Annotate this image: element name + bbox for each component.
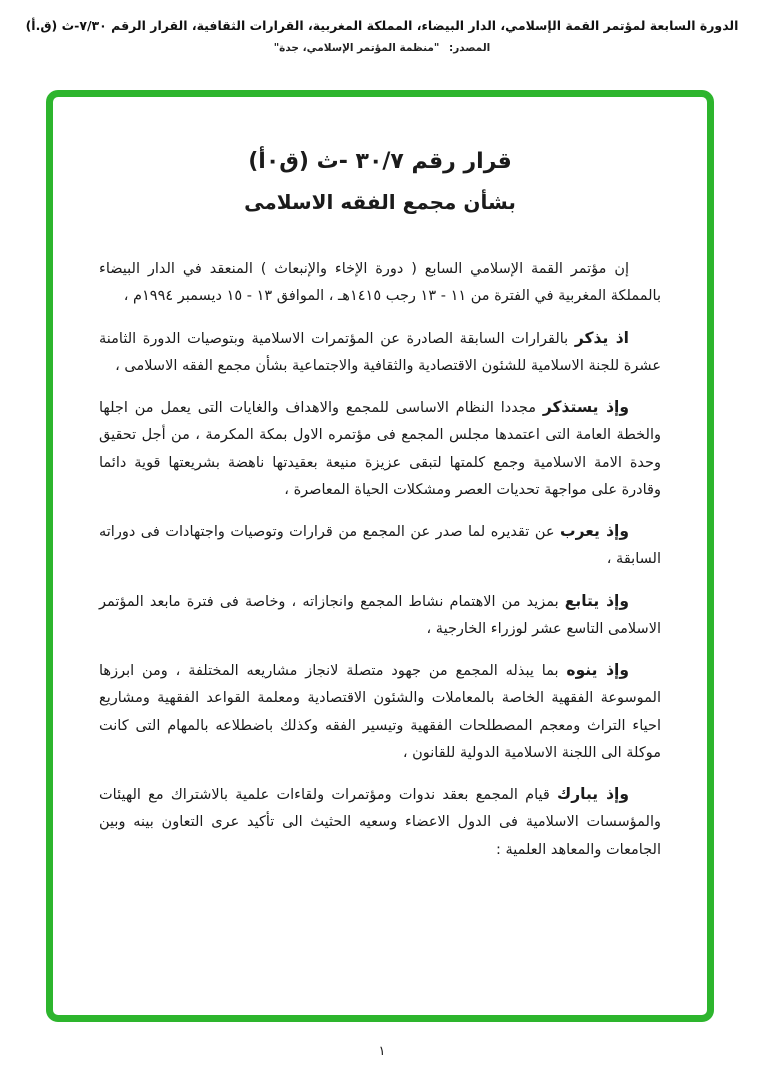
clause-paragraph — [99, 656, 661, 767]
clause-text: قيام المجمع بعقد ندوات ومؤتمرات ولقاءات علمية بالاشتراك مع الهيئات والمؤسسات الاسلامية فى الدول الاعضاء وسعيه الحثيث الى تأكيد عرى التعاون بينه وبين الجامعات والمعاهد العلمية : — [99, 787, 661, 858]
catalog-title-line: الدورة السابعة لمؤتمر القمة الإسلامي، الدار البيضاء، المملكة المغربية، القرارات الثقافية، القرار الرقم ٧/٣٠-ث (ق.أ) — [25, 18, 739, 33]
clause-lead: وإذ يتابع — [564, 591, 629, 610]
resolution-title-line-2: بشأن مجمع الفقه الاسلامى — [244, 190, 516, 214]
clause-text: مجددا النظام الاساسى للمجمع والاهداف والغايات التى يعمل من اجلها والخطة العامة التى اعتمدها مجلس المجمع فى مؤتمره الاول بمكة المكرمة ، من أجل تحقيق وحدة الامة الاسلامية وجمع كلمتها لتبقى عزيزة منيعة بعقيدتها ناهضة بشريعتها قوية دائما وقادرة على مواجهة تحديات العصر ومشكلات الحياة المعاصرة ، — [99, 400, 661, 498]
clause-text: عن تقديره لما صدر عن المجمع من قرارات وتوصيات واجتهادات فى دوراته السابقة ، — [99, 524, 661, 568]
clause-text: بما يبذله المجمع من جهود متصلة لانجاز مشاريعه المختلفة ، ومن ابرزها الموسوعة الفقهية الخاصة بالمعاملات والشئون الاقتصادية ومعلمة القواعد الفقهية ومشاريع احياء التراث ومعجم المصطلحات الفقهية وتيسير الفقه وكذلك باضطلاعه بالمهام التى كانت موكلة الى اللجنة الاسلامية الدولية للقانون ، — [99, 663, 661, 761]
page-number: ١ — [378, 1044, 386, 1059]
document-body — [99, 256, 661, 864]
scan-frame — [46, 90, 714, 1022]
source-label: المصدر: — [449, 42, 491, 54]
clause-text: بمزيد من الاهتمام نشاط المجمع وانجازاته ، وخاصة فى فترة مابعد المؤتمر الاسلامى التاسع عشر لوزراء الخارجية ، — [99, 593, 661, 637]
clause-lead: وإذ ينوه — [566, 661, 629, 679]
clause-text: بالقرارات السابقة الصادرة عن المؤتمرات الاسلامية وبتوصيات الدورة الثامنة عشرة للجنة الاسلامية للشئون الاقتصادية والثقافية والاجتماعية بشأن مجمع الفقه الاسلامى ، — [99, 330, 661, 374]
clause-lead: وإذ يبارك — [557, 785, 629, 803]
clause-lead: اذ يذكر — [574, 328, 629, 347]
resolution-title-line-1: قرار رقم ٣٠/٧ -ث (ق٠أ) — [248, 149, 512, 174]
clause-lead: وإذ يستذكر — [542, 398, 630, 416]
clause-paragraph — [99, 517, 661, 574]
clause-paragraph — [99, 393, 661, 504]
clause-paragraph — [99, 780, 661, 864]
document-page — [53, 97, 707, 864]
clause-paragraph — [99, 324, 661, 381]
catalog-source-line — [0, 42, 764, 54]
resolution-title — [99, 149, 661, 214]
preamble-paragraph: إن مؤتمر القمة الإسلامي السابع ( دورة الإخاء والإنبعاث ) المنعقد في الدار البيضاء بالمملكة المغربية في الفترة من ١١ - ١٣ رجب ١٤١٥هـ ، الموافق ١٣ - ١٥ ديسمبر ١٩٩٤م ، — [99, 261, 661, 305]
catalog-header — [0, 18, 764, 54]
source-value: "منظمة المؤتمر الإسلامي، جدة" — [273, 42, 440, 54]
clause-lead: وإذ يعرب — [560, 522, 629, 540]
clause-paragraph — [99, 587, 661, 644]
